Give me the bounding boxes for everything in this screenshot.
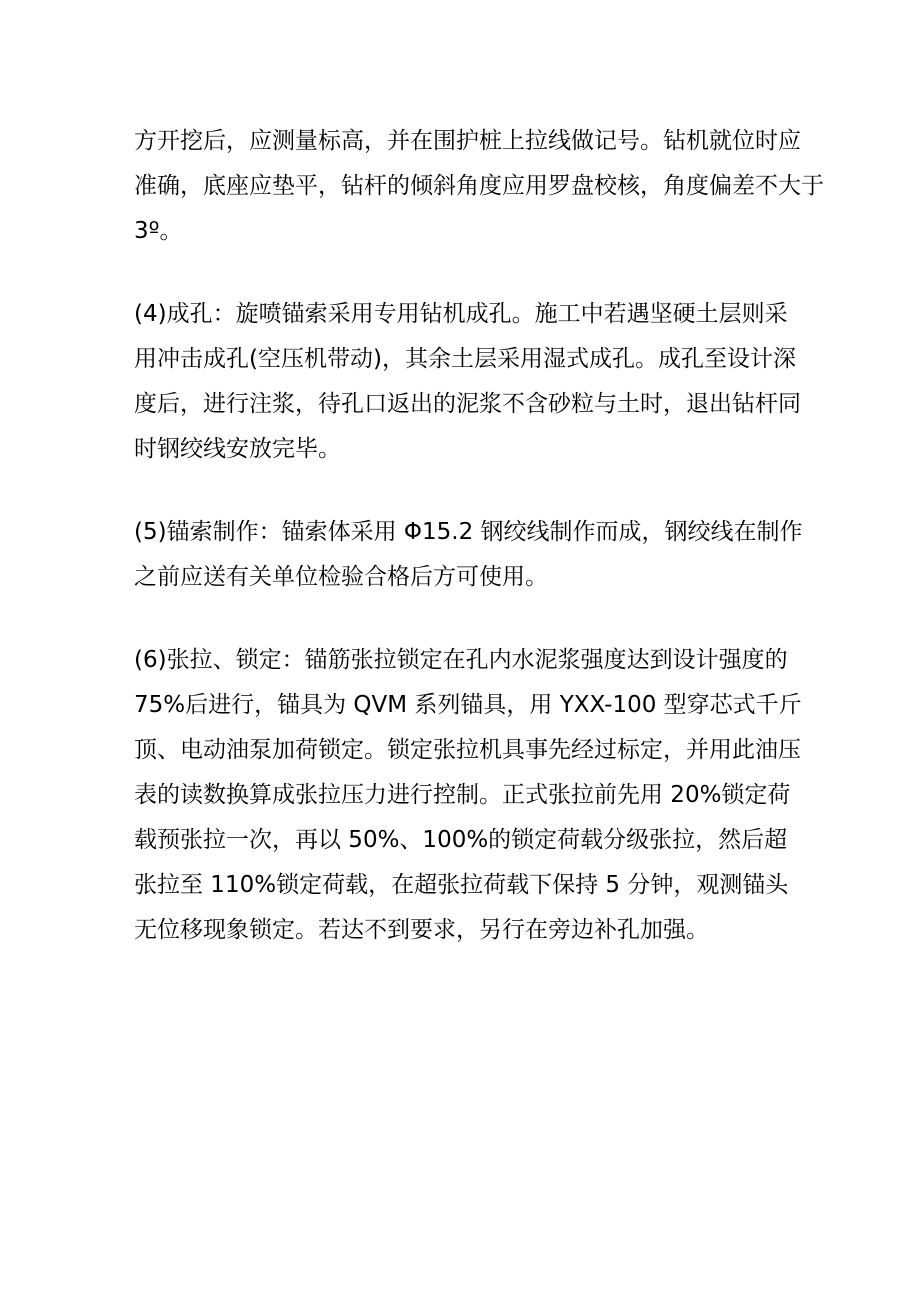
- text-line: (5)锚索制作：锚索体采用 Φ15.2 钢绞线制作而成，钢绞线在制作: [134, 519, 803, 545]
- paragraph-hole-forming: [134, 292, 800, 472]
- document-body: [134, 119, 824, 991]
- text-line: 度后，进行注浆，待孔口返出的泥浆不含砂粒与土时，退出钻杆同: [134, 391, 801, 417]
- text-line: 无位移现象锁定。若达不到要求，另行在旁边补孔加强。: [134, 917, 709, 943]
- paragraph-drilling-setup: [134, 119, 824, 254]
- text-line: 顶、电动油泵加荷锁定。锁定张拉机具事先经过标定，并用此油压: [134, 737, 801, 763]
- paragraph-tensioning-locking: [134, 638, 800, 953]
- paragraph-anchor-fabrication: [134, 510, 803, 600]
- text-line: 准确，底座应垫平，钻杆的倾斜角度应用罗盘校核，角度偏差不大于: [134, 173, 824, 199]
- text-line: 用冲击成孔(空压机带动)，其余土层采用湿式成孔。成孔至设计深: [134, 346, 796, 372]
- text-line: 75%后进行，锚具为 QVM 系列锚具，用 YXX-100 型穿芯式千斤: [134, 692, 802, 718]
- text-line: 载预张拉一次，再以 50%、100%的锁定荷载分级张拉，然后超: [134, 827, 788, 853]
- text-line: (6)张拉、锁定：锚筋张拉锁定在孔内水泥浆强度达到设计强度的: [134, 647, 788, 673]
- text-line: 之前应送有关单位检验合格后方可使用。: [134, 564, 548, 590]
- text-line: (4)成孔：旋喷锚索采用专用钻机成孔。施工中若遇坚硬土层则采: [134, 301, 788, 327]
- text-line: 方开挖后，应测量标高，并在围护桩上拉线做记号。钻机就位时应: [134, 128, 801, 154]
- text-line: 表的读数换算成张拉压力进行控制。正式张拉前先用 20%锁定荷: [134, 782, 791, 808]
- text-line: 时钢绞线安放完毕。: [134, 436, 341, 462]
- text-line: 张拉至 110%锁定荷载，在超张拉荷载下保持 5 分钟，观测锚头: [134, 872, 789, 898]
- text-line: 3º。: [134, 218, 183, 244]
